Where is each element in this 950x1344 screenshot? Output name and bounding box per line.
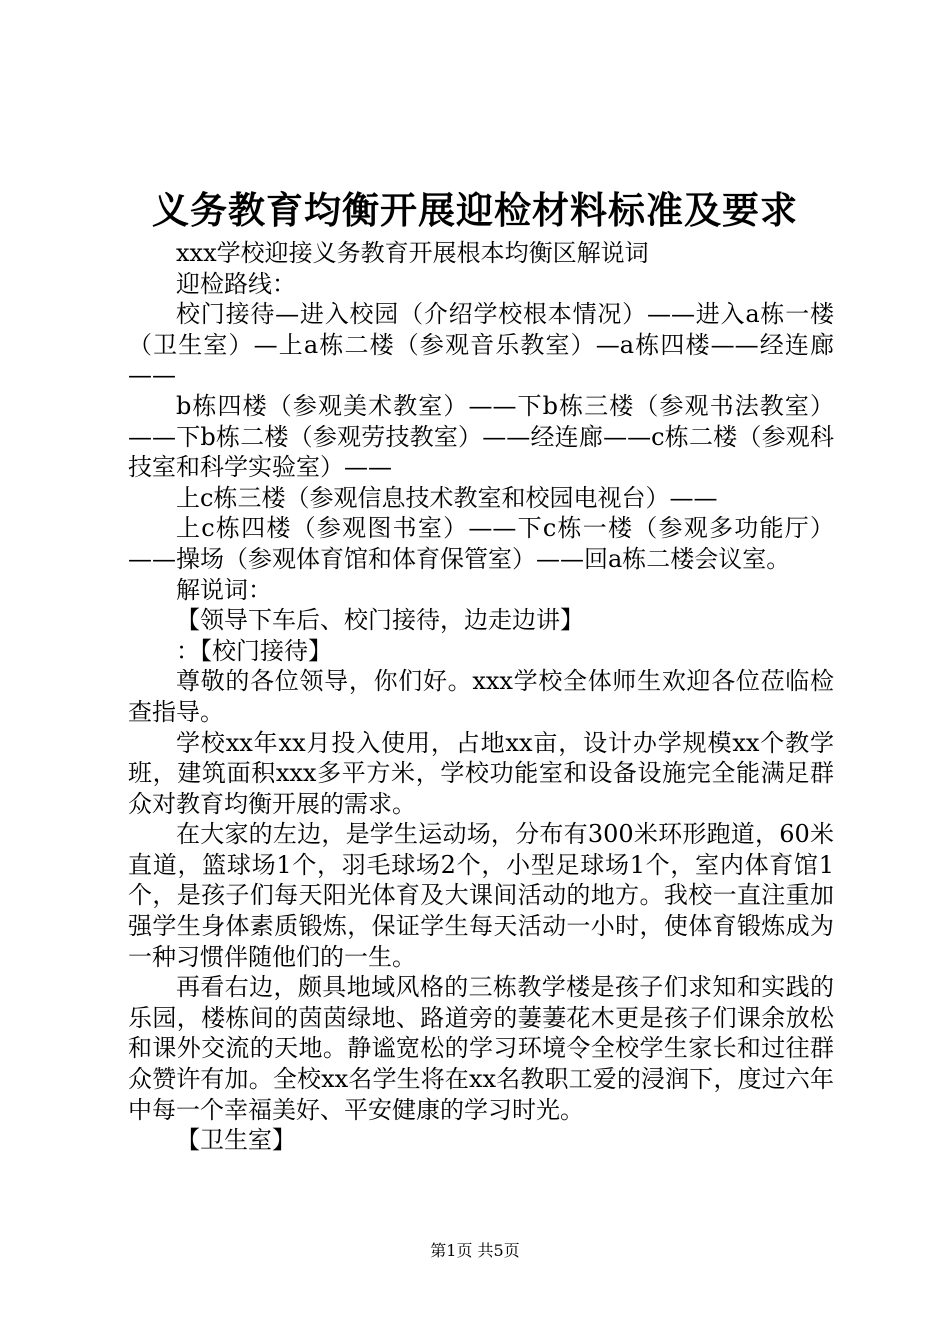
paragraph-note-arrival: 【领导下车后、校门接待，边走边讲】 <box>176 606 584 635</box>
paragraph-section-clinic: 【卫生室】 <box>176 1126 296 1155</box>
paragraph-commentary-heading: 解说词： <box>176 575 272 604</box>
paragraph-section-gate: ：【校门接待】 <box>176 636 332 665</box>
paragraph-route-c3: 上c栋三楼（参观信息技术教室和校园电视台）—— <box>176 483 718 512</box>
page-number-footer: 第1页 共5页 <box>430 1241 520 1260</box>
paragraph-school-facts: 学校xx年xx月投入使用，占地xx亩，设计办学规模xx个教学班，建筑面积xxx多平方米，学校功能室和设备设施完全能满足群众对教育均衡开展的需求。 <box>128 728 834 818</box>
paragraph-teaching-buildings: 再看右边，颇具地域风格的三栋教学楼是孩子们求知和实践的乐园，楼栋间的茵茵绿地、路道旁的萋萋花木更是孩子们课余放松和课外交流的天地。静谧宽松的学习环境令全校学生家长和过往群众赞许有加。全校xx名学生将在xx名教职工爱的浸润下，度过六年中每一个幸福美好、平安健康的学习时光。 <box>128 973 834 1124</box>
paragraph-route-a: 校门接待—进入校园（介绍学校根本情况）——进入a栋一楼（卫生室）—上a栋二楼（参观音乐教室）—a栋四楼——经连廊—— <box>128 300 834 390</box>
paragraph-route-c4: 上c栋四楼（参观图书室）——下c栋一楼（参观多功能厅）——操场（参观体育馆和体育保管室）——回a栋二楼会议室。 <box>128 514 834 573</box>
document-body <box>128 238 834 1156</box>
paragraph-intro: xxx学校迎接义务教育开展根本均衡区解说词 <box>176 239 649 267</box>
paragraph-route-heading: 迎检路线： <box>176 269 296 298</box>
document-title: 义务教育均衡开展迎检材料标准及要求 <box>152 188 798 232</box>
paragraph-route-b: b栋四楼（参观美术教室）——下b栋三楼（参观书法教室）——下b栋二楼（参观劳技教室）——经连廊——c栋二楼（参观科技室和科学实验室）—— <box>128 391 834 482</box>
paragraph-welcome: 尊敬的各位领导，你们好。xxx学校全体师生欢迎各位莅临检查指导。 <box>128 667 834 726</box>
paragraph-sports-field: 在大家的左边，是学生运动场，分布有300米环形跑道，60米直道，篮球场1个，羽毛球场2个，小型足球场1个，室内体育馆1个，是孩子们每天阳光体育及大课间活动的地方。我校一直注重加强学生身体素质锻炼，保证学生每天活动一小时，使体育锻炼成为一种习惯伴随他们的一生。 <box>128 820 834 971</box>
